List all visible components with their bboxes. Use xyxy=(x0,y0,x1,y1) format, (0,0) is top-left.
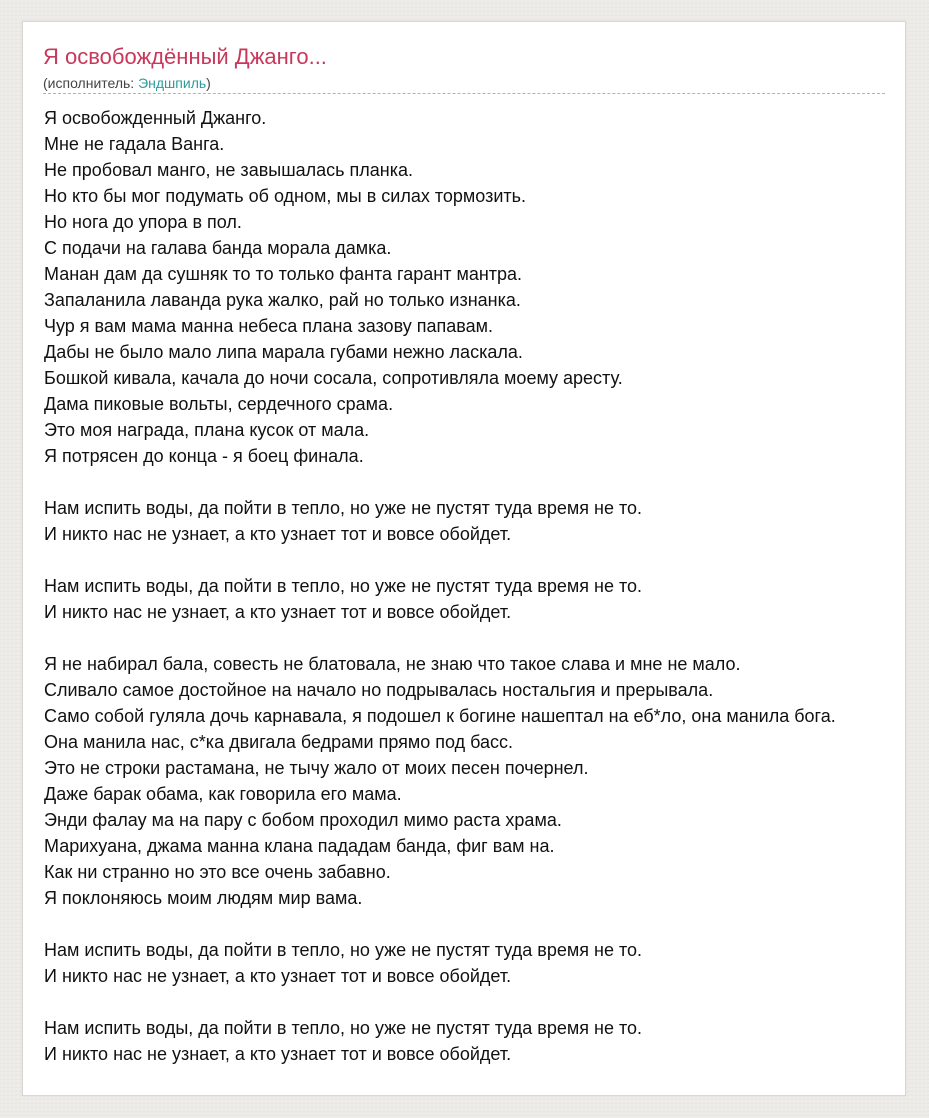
lyric-line: Нам испить воды, да пойти в тепло, но уже не пустят туда время не то. xyxy=(44,1018,643,1038)
lyrics-stanza xyxy=(44,651,929,911)
title-divider xyxy=(43,93,885,94)
lyric-line: Бошкой кивала, качала до ночи сосала, сопротивляла моему аресту. xyxy=(44,368,623,388)
lyrics-stanza xyxy=(44,1015,929,1067)
lyric-line: И никто нас не узнает, а кто узнает тот и вовсе обойдет. xyxy=(44,602,512,622)
lyric-line: Это не строки растамана, не тычу жало от моих песен почернел. xyxy=(44,758,589,778)
lyric-line: Не пробовал манго, не завышалась планка. xyxy=(44,160,414,180)
lyric-line: Дама пиковые вольты, сердечного срама. xyxy=(44,394,394,414)
lyrics-card xyxy=(22,21,906,1096)
lyrics-stanza xyxy=(44,937,929,989)
lyric-line: Она манила нас, с*ка двигала бедрами прямо под басс. xyxy=(44,732,514,752)
lyric-line: Дабы не было мало липа марала губами нежно ласкала. xyxy=(44,342,523,362)
lyric-line: Но нога до упора в пол. xyxy=(44,212,242,232)
lyric-line: Я поклоняюсь моим людям мир вама. xyxy=(44,888,363,908)
lyric-line: Само собой гуляла дочь карнавала, я подошел к богине нашептал на еб*ло, она манила бога. xyxy=(44,706,836,726)
lyric-line: Но кто бы мог подумать об одном, мы в силах тормозить. xyxy=(44,186,527,206)
artist-suffix: ) xyxy=(206,75,211,91)
lyric-line: Даже барак обама, как говорила его мама. xyxy=(44,784,402,804)
lyric-line: Чур я вам мама манна небеса плана зазову папавам. xyxy=(44,316,493,336)
lyric-line: С подачи на галава банда морала дамка. xyxy=(44,238,392,258)
lyrics-stanza xyxy=(44,105,929,469)
lyrics-text xyxy=(44,105,929,1067)
lyric-line: Энди фалау ма на пару с бобом проходил мимо раста храма. xyxy=(44,810,562,830)
lyric-line: Запаланила лаванда рука жалко, рай но только изнанка. xyxy=(44,290,521,310)
lyric-line: Марихуана, джама манна клана пададам банда, фиг вам на. xyxy=(44,836,555,856)
lyric-line: Сливало самое достойное на начало но подрывалась ностальгия и прерывала. xyxy=(44,680,714,700)
artist-link[interactable]: Эндшпиль xyxy=(138,75,207,91)
lyric-line: Нам испить воды, да пойти в тепло, но уже не пустят туда время не то. xyxy=(44,940,643,960)
lyric-line: Это моя награда, плана кусок от мала. xyxy=(44,420,370,440)
lyric-line: Мне не гадала Ванга. xyxy=(44,134,225,154)
artist-line xyxy=(43,74,211,92)
artist-prefix: (исполнитель: xyxy=(43,75,139,91)
lyric-line: Как ни странно но это все очень забавно. xyxy=(44,862,391,882)
lyric-line: Нам испить воды, да пойти в тепло, но уже не пустят туда время не то. xyxy=(44,576,643,596)
lyric-line: Я потрясен до конца - я боец финала. xyxy=(44,446,364,466)
lyric-line: Я освобожденный Джанго. xyxy=(44,108,267,128)
lyrics-stanza xyxy=(44,495,929,547)
lyric-line: Нам испить воды, да пойти в тепло, но уже не пустят туда время не то. xyxy=(44,498,643,518)
lyric-line: И никто нас не узнает, а кто узнает тот и вовсе обойдет. xyxy=(44,1044,512,1064)
lyric-line: И никто нас не узнает, а кто узнает тот и вовсе обойдет. xyxy=(44,524,512,544)
lyric-line: Манан дам да сушняк то то только фанта гарант мантра. xyxy=(44,264,523,284)
lyrics-stanza xyxy=(44,573,929,625)
song-title: Я освобождённый Джанго... xyxy=(43,44,327,69)
lyric-line: И никто нас не узнает, а кто узнает тот и вовсе обойдет. xyxy=(44,966,512,986)
lyric-line: Я не набирал бала, совесть не блатовала, не знаю что такое слава и мне не мало. xyxy=(44,654,741,674)
